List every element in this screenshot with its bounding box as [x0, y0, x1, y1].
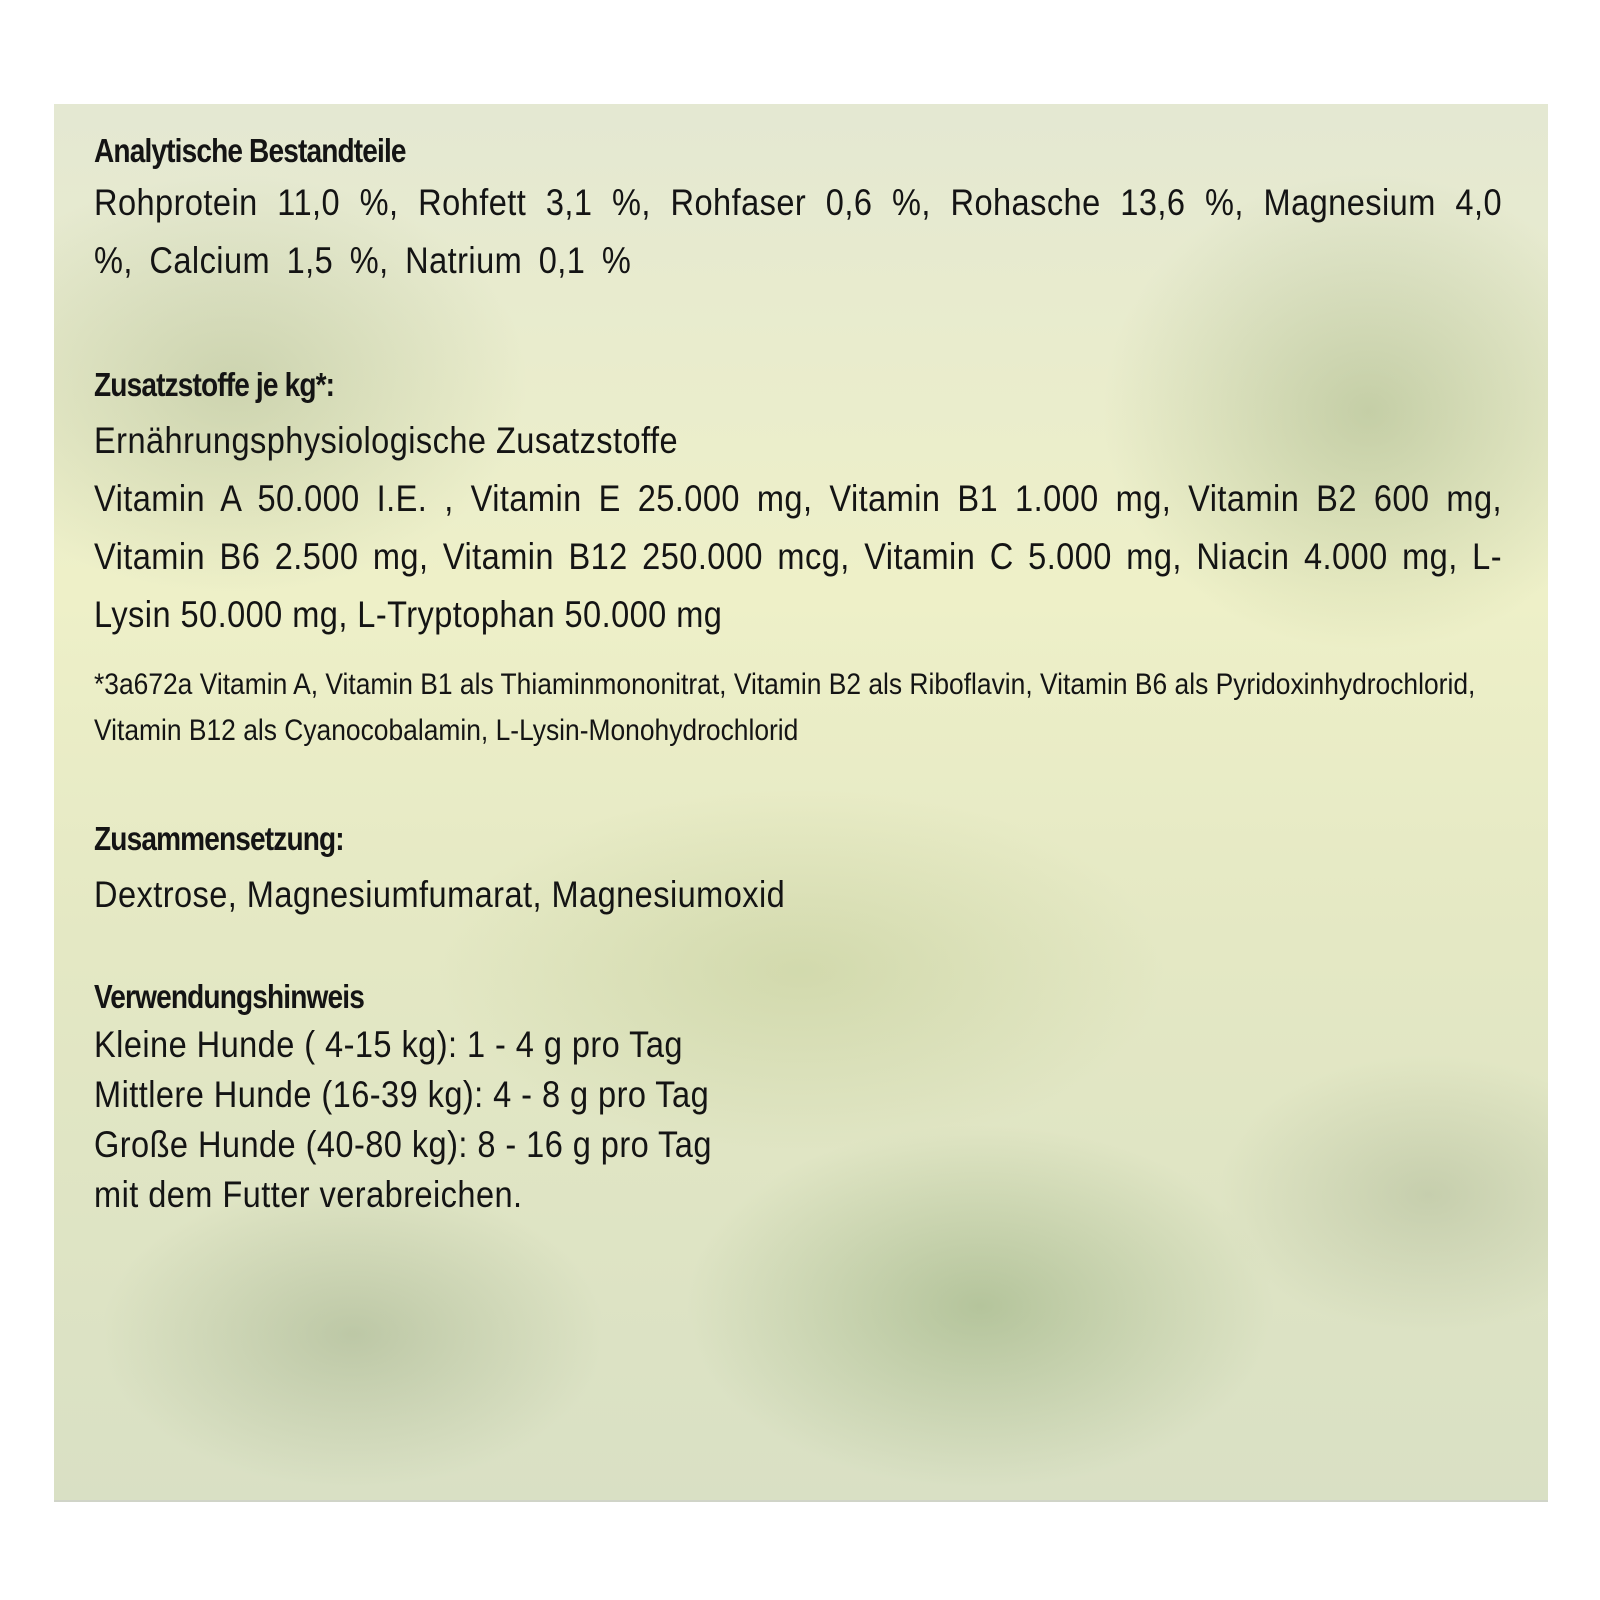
analytical-section [94, 128, 1504, 290]
composition-text: Dextrose, Magnesiumfumarat, Magnesiumoxid [94, 874, 786, 915]
usage-line-large-dogs: Große Hunde (40-80 kg): 8 - 16 g pro Tag [94, 1124, 712, 1165]
composition-section [94, 816, 1504, 924]
usage-section [94, 974, 1504, 1220]
additives-footnote: *3a672a Vitamin A, Vitamin B1 als Thiaminmononitrat, Vitamin B2 als Riboflavin, Vitamin B6 als Pyridoxinhydrochlorid, Vitamin B12 als Cyanocobalamin, L-Lysin-Monohydrochlorid [94, 668, 1476, 747]
usage-line-feeding-note: mit dem Futter verabreichen. [94, 1174, 523, 1215]
additives-text: Vitamin A 50.000 I.E. , Vitamin E 25.000 mg, Vitamin B1 1.000 mg, Vitamin B2 600 mg, Vitamin B6 2.500 mg, Vitamin B12 250.000 mcg, Vitamin C 5.000 mg, Niacin 4.000 mg, L-Lysin 50.000 mg, L-Tryptophan 50.000 mg [94, 478, 1502, 635]
usage-line-medium-dogs: Mittlere Hunde (16-39 kg): 4 - 8 g pro Tag [94, 1074, 710, 1115]
usage-heading: Verwendungshinweis [94, 978, 364, 1015]
additives-subheading: Ernährungsphysiologische Zusatzstoffe [94, 420, 679, 461]
analytical-heading: Analytische Bestandteile [94, 132, 406, 169]
additives-section [94, 362, 1504, 754]
additives-heading: Zusatzstoffe je kg*: [94, 366, 335, 403]
composition-heading: Zusammensetzung: [94, 820, 344, 857]
info-panel [54, 104, 1548, 1502]
usage-line-small-dogs: Kleine Hunde ( 4-15 kg): 1 - 4 g pro Tag [94, 1024, 683, 1065]
analytical-text: Rohprotein 11,0 %, Rohfett 3,1 %, Rohfaser 0,6 %, Rohasche 13,6 %, Magnesium 4,0 %, Calcium 1,5 %, Natrium 0,1 % [94, 182, 1502, 281]
